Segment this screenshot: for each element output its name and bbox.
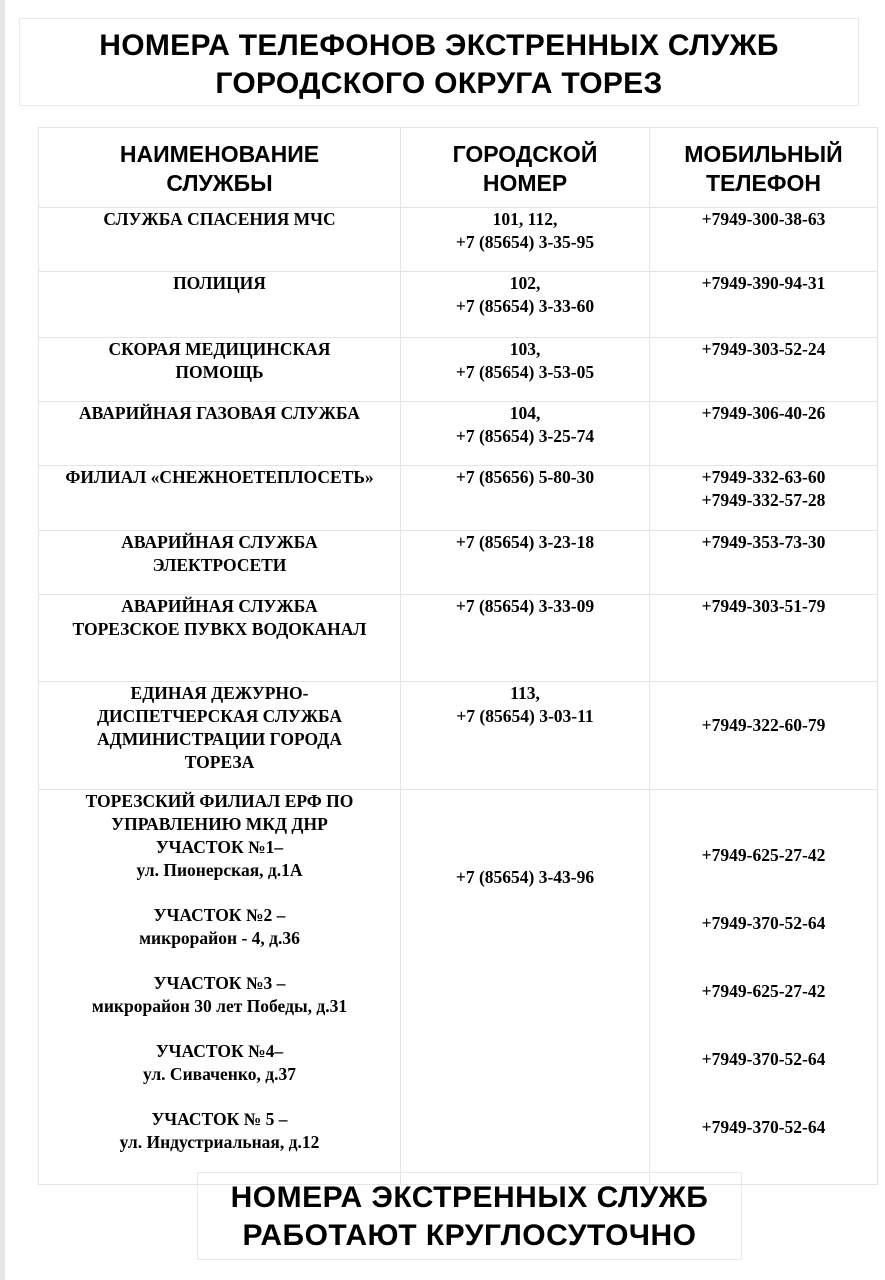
table-row	[39, 682, 878, 790]
plot-address: микрорайон 30 лет Победы, д.31	[91, 996, 348, 1016]
page-edge-shadow	[0, 0, 5, 1280]
city-number: +7 (85654) 3-33-09	[401, 595, 650, 682]
plot-name: УЧАСТОК №2 –	[153, 905, 286, 925]
plot-2	[43, 904, 396, 950]
mobile-number: +7949-390-94-31	[650, 272, 878, 338]
header-service: НАИМЕНОВАНИЕ СЛУЖБЫ	[39, 128, 401, 208]
service-name: ПОЛИЦИЯ	[39, 272, 401, 338]
city-number: 104, +7 (85654) 3-25-74	[401, 402, 650, 466]
table-row	[39, 208, 878, 272]
page-title-box	[19, 18, 859, 106]
mobile-number: +7949-353-73-30	[650, 531, 878, 595]
header-city-number: ГОРОДСКОЙ НОМЕР	[401, 128, 650, 208]
plot-address: микрорайон - 4, д.36	[139, 928, 300, 948]
plot-name: УЧАСТОК №4–	[155, 1041, 284, 1061]
footer-line-2: РАБОТАЮТ КРУГЛОСУТОЧНО	[242, 1219, 697, 1252]
service-name: АВАРИЙНАЯ СЛУЖБА ТОРЕЗСКОЕ ПУВКХ ВОДОКАНАЛ	[39, 595, 401, 682]
city-number: 102, +7 (85654) 3-33-60	[401, 272, 650, 338]
mobile-number: +7949-306-40-26	[650, 402, 878, 466]
plot-name: УЧАСТОК №1–	[155, 837, 284, 857]
plot-2-mobile: +7949-370-52-64	[701, 913, 826, 933]
table-header-row	[39, 128, 878, 208]
city-number: +7 (85656) 5-80-30	[401, 466, 650, 531]
city-number: 113, +7 (85654) 3-03-11	[401, 682, 650, 790]
service-name: СКОРАЯ МЕДИЦИНСКАЯ ПОМОЩЬ	[39, 338, 401, 402]
footer-line-1: НОМЕРА ЭКСТРЕННЫХ СЛУЖБ	[230, 1181, 709, 1214]
plot-5-mobile: +7949-370-52-64	[701, 1117, 826, 1137]
service-name: АВАРИЙНАЯ ГАЗОВАЯ СЛУЖБА	[39, 402, 401, 466]
header-mobile-phone: МОБИЛЬНЫЙ ТЕЛЕФОН	[650, 128, 878, 208]
table-row	[39, 402, 878, 466]
page-title-line-2: ГОРОДСКОГО ОКРУГА ТОРЕЗ	[215, 67, 663, 100]
mobile-number: +7949-332-63-60 +7949-332-57-28	[650, 466, 878, 531]
plot-3	[43, 972, 396, 1018]
page-title-line-1: НОМЕРА ТЕЛЕФОНОВ ЭКСТРЕННЫХ СЛУЖБ	[99, 29, 779, 62]
plot-1	[43, 836, 396, 882]
plot-4	[43, 1040, 396, 1086]
city-number: +7 (85654) 3-23-18	[401, 531, 650, 595]
plot-3-mobile: +7949-625-27-42	[701, 981, 826, 1001]
table-row	[39, 531, 878, 595]
mobile-number: +7949-303-52-24	[650, 338, 878, 402]
service-name: СЛУЖБА СПАСЕНИЯ МЧС	[39, 208, 401, 272]
plot-name: УЧАСТОК №3 –	[153, 973, 286, 993]
mobile-numbers-erf	[650, 790, 878, 1185]
plot-1-mobile: +7949-625-27-42	[701, 845, 826, 865]
city-number: 103, +7 (85654) 3-53-05	[401, 338, 650, 402]
table-row	[39, 338, 878, 402]
emergency-services-table	[38, 127, 878, 1185]
plot-address: ул. Пионерская, д.1А	[136, 860, 303, 880]
table-row-erf-branch	[39, 790, 878, 1185]
plot-address: ул. Сиваченко, д.37	[143, 1064, 296, 1084]
service-name: ФИЛИАЛ «СНЕЖНОЕТЕПЛОСЕТЬ»	[39, 466, 401, 531]
plot-4-mobile: +7949-370-52-64	[701, 1049, 826, 1069]
table-row	[39, 466, 878, 531]
plot-name: УЧАСТОК № 5 –	[151, 1109, 288, 1129]
service-name-erf: ТОРЕЗСКИЙ ФИЛИАЛ ЕРФ ПО УПРАВЛЕНИЮ МКД ДНР УЧАСТОК №1– ул. Пионерская, д.1А УЧАСТОК №2 – микрорайон - 4, д.36 УЧАСТОК №3 – микрорайон 30 лет Победы, д.31 УЧАСТОК №4– ул. Сиваченко, д.37 УЧАСТОК № 5 – ул. Индустриальная, д.12	[39, 790, 401, 1185]
mobile-number: +7949-322-60-79	[650, 682, 878, 790]
service-name: ЕДИНАЯ ДЕЖУРНО- ДИСПЕТЧЕРСКАЯ СЛУЖБА АДМИНИСТРАЦИИ ГОРОДА ТОРЕЗА	[39, 682, 401, 790]
city-number: 101, 112, +7 (85654) 3-35-95	[401, 208, 650, 272]
city-number-erf: +7 (85654) 3-43-96	[401, 790, 650, 1185]
plot-address: ул. Индустриальная, д.12	[119, 1132, 320, 1152]
plot-5	[43, 1108, 396, 1154]
table-row	[39, 595, 878, 682]
table-row	[39, 272, 878, 338]
mobile-number: +7949-300-38-63	[650, 208, 878, 272]
service-name: АВАРИЙНАЯ СЛУЖБА ЭЛЕКТРОСЕТИ	[39, 531, 401, 595]
footer-note-box	[197, 1172, 742, 1260]
mobile-number: +7949-303-51-79	[650, 595, 878, 682]
